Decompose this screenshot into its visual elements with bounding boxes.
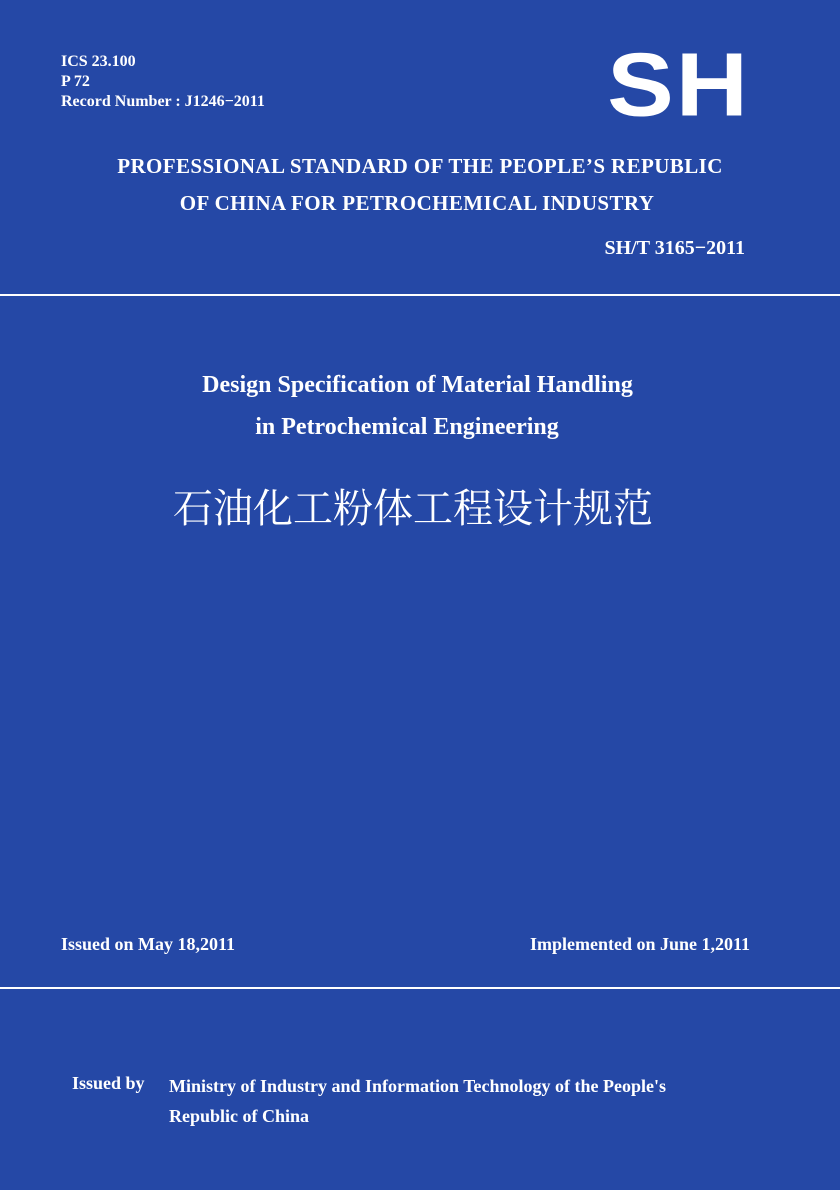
issued-by-label: Issued by	[72, 1073, 145, 1093]
document-title-en	[0, 364, 840, 448]
document-title-en-line2: in Petrochemical Engineering	[255, 414, 559, 440]
bottom-divider	[0, 987, 840, 989]
top-divider	[0, 294, 840, 296]
issuer-name-line2: Republic of China	[169, 1106, 310, 1126]
document-title-cn: 石油化工粉体工程设计规范	[173, 486, 653, 532]
issuer-name	[169, 1071, 769, 1131]
issuer-name-line1: Ministry of Industry and Information Technology of the People's	[169, 1076, 667, 1096]
classification-block	[61, 52, 265, 112]
standard-title-line1: PROFESSIONAL STANDARD OF THE PEOPLE’S REPUBLIC	[117, 154, 723, 178]
standard-title-line2: OF CHINA FOR PETROCHEMICAL INDUSTRY	[179, 191, 655, 215]
standard-number: SH/T 3165−2011	[604, 237, 745, 259]
sh-logo: SH	[607, 34, 750, 136]
issue-date: Issued on May 18,2011	[61, 934, 236, 954]
standard-title	[0, 148, 840, 222]
ics-code: ICS 23.100	[61, 53, 136, 70]
classification-code: P 72	[61, 73, 90, 90]
record-number: Record Number : J1246−2011	[61, 93, 265, 110]
document-title-en-line1: Design Specification of Material Handling	[202, 372, 633, 398]
implementation-date: Implemented on June 1,2011	[529, 934, 750, 954]
